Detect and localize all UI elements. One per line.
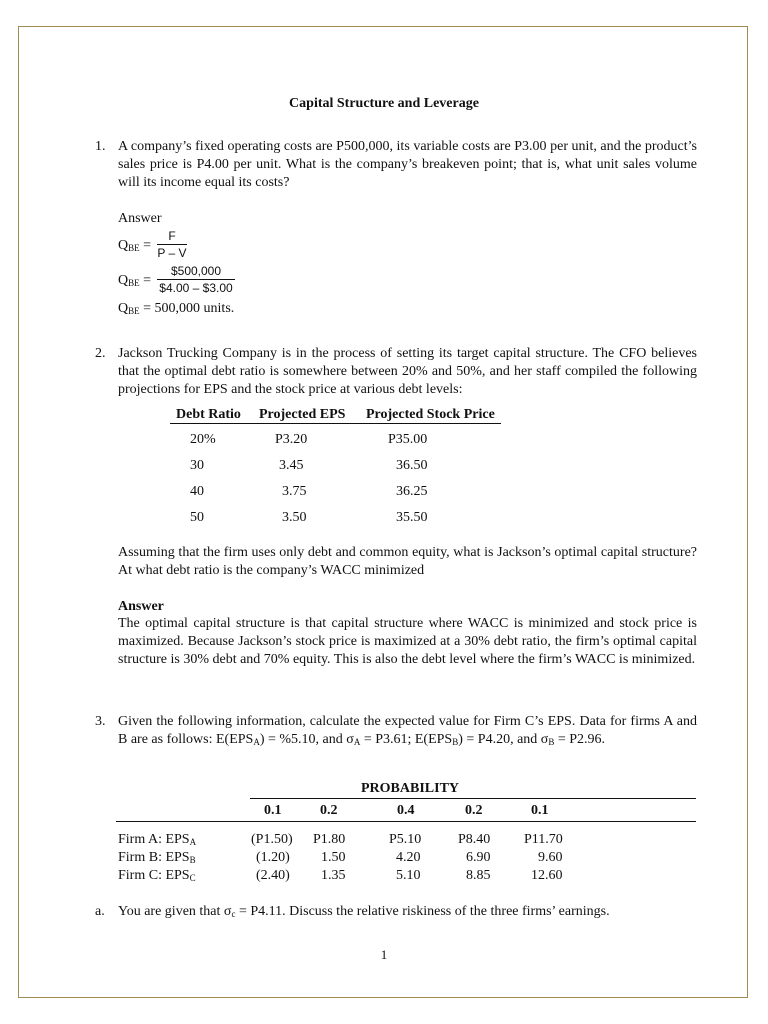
- q2-header-rule: [170, 423, 501, 424]
- q1-fraction-values: [157, 263, 235, 296]
- q3-cell: P5.10: [389, 832, 422, 847]
- q3-cell: P8.40: [458, 832, 491, 847]
- q2-cell: 40: [190, 484, 204, 499]
- q3-part-a-text: You are given that $\sigma_c = P4.11$. Discuss the relative riskiness of the three firms’ earnings.: [118, 904, 610, 919]
- q1-answer-label: Answer: [118, 211, 162, 226]
- q3-cell: (2.40): [256, 868, 290, 883]
- q2-cell: 3.50: [282, 510, 307, 525]
- q3-probability-label: PROBABILITY: [361, 781, 460, 796]
- q1-text: A company’s fixed operating costs are P500,000, its variable costs are P3.00 per unit, and the product’s sales price is P4.00 per unit. What is the company’s breakeven point; that is, what unit sales volume will its income equal its costs?: [118, 139, 697, 190]
- q2-question: Assuming that the firm uses only debt and common equity, what is Jackson’s optimal capital structure? At what debt ratio is the company’s WACC minimized: [118, 545, 697, 578]
- q2-header-price: Projected Stock Price: [366, 407, 495, 422]
- q3-probability-rule: [250, 798, 696, 799]
- q3-row-label-a: Firm A: $EPS_A$: [118, 832, 197, 847]
- page-title: Capital Structure and Leverage: [289, 96, 479, 111]
- q3-prob-header: 0.2: [320, 803, 338, 818]
- q2-cell: 36.50: [396, 458, 428, 473]
- q3-prob-header: 0.4: [397, 803, 415, 818]
- q3-table-rule: [116, 821, 696, 822]
- q2-text: Jackson Trucking Company is in the process of setting its target capital structure. The CFO believes that the optimal debt ratio is somewhere between 20% and 50%, and her staff compiled the following projections for EPS and the stock price at various debt levels:: [118, 346, 697, 397]
- q3-prob-header: 0.2: [465, 803, 483, 818]
- q1-fraction-values-num: $500,000: [157, 263, 235, 280]
- page-number: 1: [380, 947, 388, 962]
- q2-cell: 36.25: [396, 484, 428, 499]
- q2-cell: 3.45: [279, 458, 304, 473]
- q1-fraction-formula-num: F: [157, 228, 187, 245]
- q3-cell: 1.50: [321, 850, 346, 865]
- q1-fraction-formula-den: P – V: [157, 246, 187, 260]
- q3-number: 3.: [95, 714, 106, 729]
- q3-cell: P11.70: [524, 832, 563, 847]
- q2-cell: 3.75: [282, 484, 307, 499]
- q2-answer: The optimal capital structure is that capital structure where WACC is minimized and stock price is maximized. Because Jackson’s stock price is maximized at a 30% debt ratio, the firm’s optimal capital structure is 30% debt and 70% equity. This is also the debt level where the firm’s WACC is minimized.: [118, 616, 697, 667]
- q3-cell: (1.20): [256, 850, 290, 865]
- q2-cell: 20%: [190, 432, 216, 447]
- q3-cell: P1.80: [313, 832, 346, 847]
- q2-cell: P3.20: [275, 432, 308, 447]
- q3-cell: 4.20: [396, 850, 421, 865]
- q2-cell: 50: [190, 510, 204, 525]
- q3-row-label-b: Firm B: $EPS_B$: [118, 850, 196, 865]
- q2-header-debt-ratio: Debt Ratio: [176, 407, 241, 422]
- q3-text: Given the following information, calculate the expected value for Firm C’s EPS. Data for firms A and B are as follows: $E(EPS_A) = \%5.10$, and $\sigma_A = P3.61$; $E(EPS_B) = P4.20$, and $\sigma_B = P2.96$.: [118, 714, 697, 747]
- q2-answer-label: Answer: [118, 599, 164, 614]
- q3-prob-header: 0.1: [531, 803, 549, 818]
- q3-cell: 12.60: [531, 868, 563, 883]
- q2-cell: 35.50: [396, 510, 428, 525]
- q3-cell: 8.85: [466, 868, 491, 883]
- q3-cell: (P1.50): [251, 832, 293, 847]
- q2-number: 2.: [95, 346, 106, 361]
- q2-cell: 30: [190, 458, 204, 473]
- q1-result: $Q_{BE} = 500,000$ units.: [118, 301, 235, 316]
- q3-prob-header: 0.1: [264, 803, 282, 818]
- q3-cell: 6.90: [466, 850, 491, 865]
- q2-header-eps: Projected EPS: [259, 407, 346, 422]
- q1-eq1-lhs: $Q_{BE}$ =: [118, 238, 152, 253]
- q3-part-a-label: a.: [95, 904, 105, 919]
- q1-number: 1.: [95, 139, 106, 154]
- q2-cell: P35.00: [388, 432, 428, 447]
- q1-eq2-lhs: $Q_{BE}$ =: [118, 273, 152, 288]
- q3-row-label-c: Firm C: $EPS_C$: [118, 868, 196, 883]
- q3-cell: 9.60: [538, 850, 563, 865]
- q3-cell: 1.35: [321, 868, 346, 883]
- q3-cell: 5.10: [396, 868, 421, 883]
- q1-fraction-formula: [157, 228, 187, 261]
- q1-fraction-values-den: $4.00 – $3.00: [159, 281, 233, 295]
